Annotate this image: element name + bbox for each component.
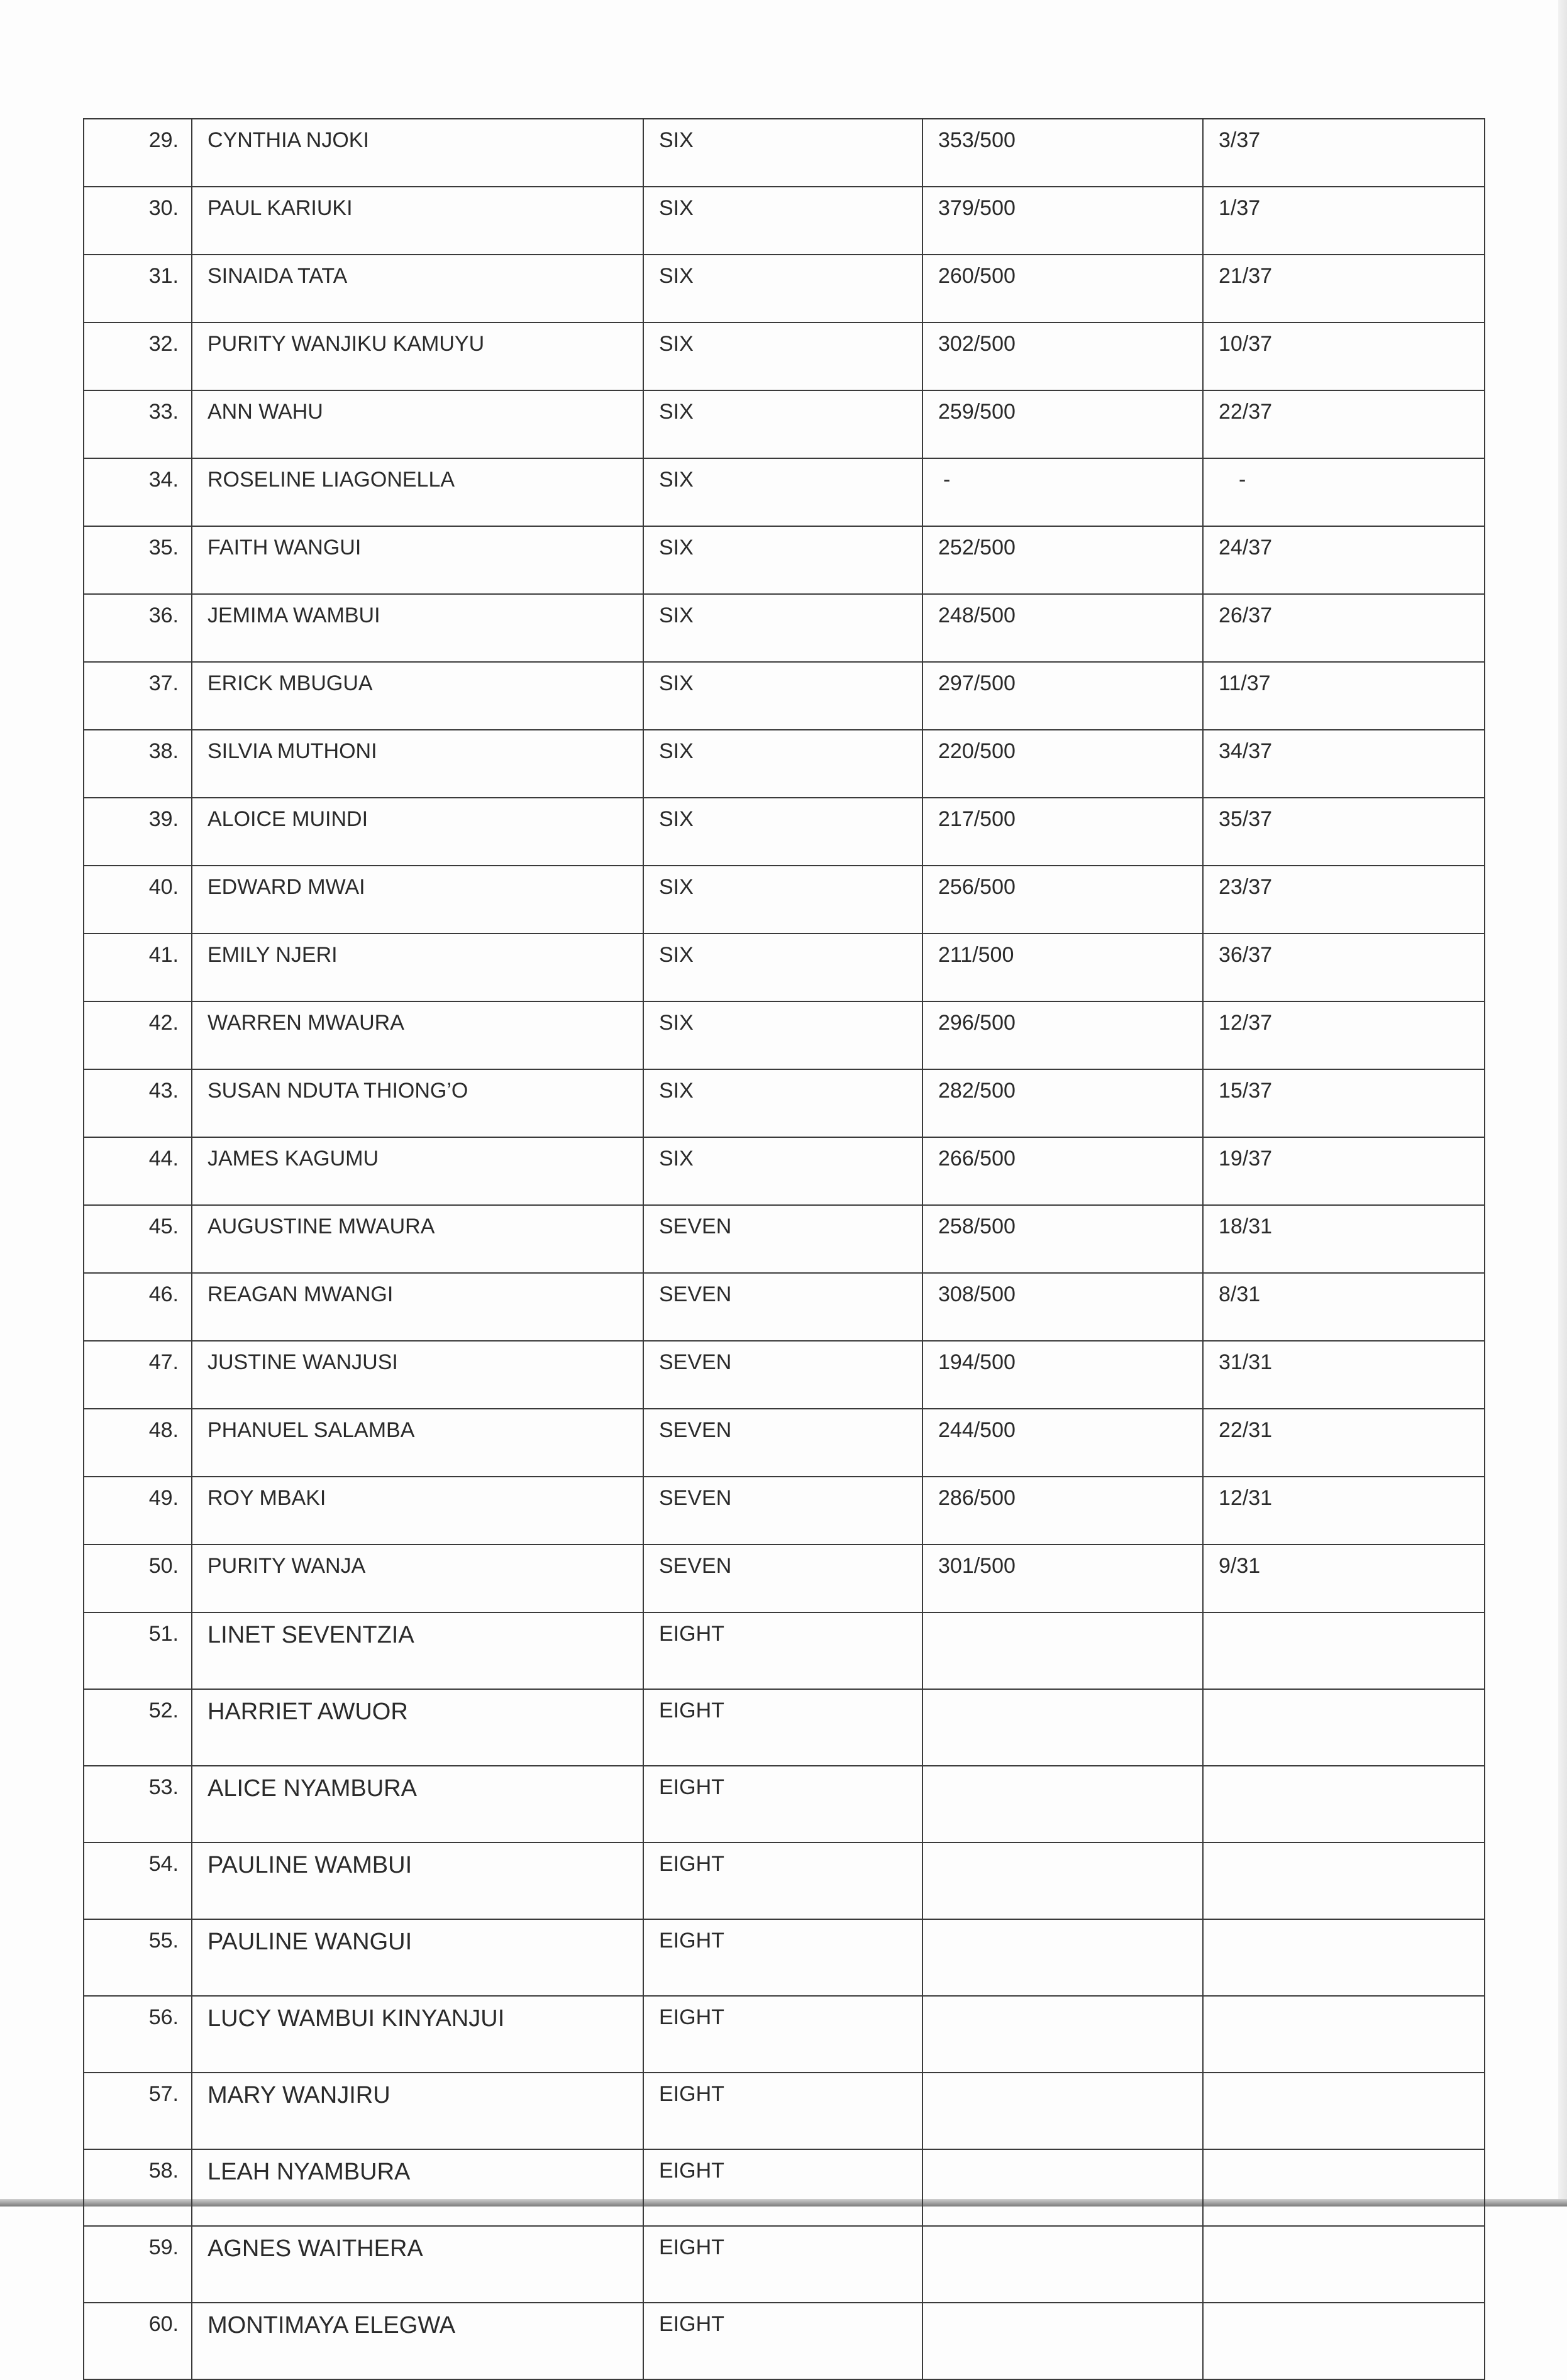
class-cell: SIX [643,662,922,730]
row-number: 32. [84,322,192,390]
position-cell [1203,2226,1485,2303]
student-name: ANN WAHU [192,390,643,458]
marks-cell: 248/500 [922,594,1203,662]
position-cell [1203,2149,1485,2226]
row-number: 52. [84,1689,192,1766]
table-row [84,1843,1485,1919]
row-number: 45. [84,1205,192,1273]
table-row [84,1273,1485,1341]
position-cell [1203,1996,1485,2073]
position-cell: 19/37 [1203,1137,1485,1205]
student-name: WARREN MWAURA [192,1001,643,1069]
table-row [84,594,1485,662]
student-name: SUSAN NDUTA THIONG’O [192,1069,643,1137]
class-cell: SEVEN [643,1205,922,1273]
class-cell: SIX [643,1069,922,1137]
class-cell: EIGHT [643,1612,922,1689]
student-name: CYNTHIA NJOKI [192,119,643,187]
class-cell: SIX [643,322,922,390]
row-number: 37. [84,662,192,730]
row-number: 39. [84,798,192,866]
class-cell: SIX [643,119,922,187]
marks-cell: 308/500 [922,1273,1203,1341]
marks-cell [922,1766,1203,1843]
results-table [83,118,1485,2380]
table-row [84,798,1485,866]
table-row [84,1612,1485,1689]
class-cell: SIX [643,594,922,662]
row-number: 47. [84,1341,192,1409]
student-name: MONTIMAYA ELEGWA [192,2303,643,2379]
student-name: FAITH WANGUI [192,526,643,594]
row-number: 31. [84,255,192,322]
position-cell [1203,1919,1485,1996]
marks-cell [922,2303,1203,2379]
student-name: LINET SEVENTZIA [192,1612,643,1689]
table-row [84,2073,1485,2149]
class-cell: SEVEN [643,1477,922,1545]
position-cell: 12/37 [1203,1001,1485,1069]
row-number: 46. [84,1273,192,1341]
position-cell: 8/31 [1203,1273,1485,1341]
marks-cell: 258/500 [922,1205,1203,1273]
table-row [84,1766,1485,1843]
table-row [84,1409,1485,1477]
student-name: JUSTINE WANJUSI [192,1341,643,1409]
student-name: LUCY WAMBUI KINYANJUI [192,1996,643,2073]
class-cell: SIX [643,798,922,866]
marks-cell [922,2073,1203,2149]
marks-cell: 194/500 [922,1341,1203,1409]
table-row [84,2303,1485,2379]
marks-cell: 260/500 [922,255,1203,322]
marks-cell: 259/500 [922,390,1203,458]
student-name: LEAH NYAMBURA [192,2149,643,2226]
table-row [84,187,1485,255]
table-row [84,1069,1485,1137]
marks-cell: 244/500 [922,1409,1203,1477]
position-cell: 18/31 [1203,1205,1485,1273]
marks-cell [922,1612,1203,1689]
row-number: 42. [84,1001,192,1069]
row-number: 38. [84,730,192,798]
position-cell: 9/31 [1203,1545,1485,1612]
marks-cell: 353/500 [922,119,1203,187]
class-cell: EIGHT [643,1843,922,1919]
row-number: 56. [84,1996,192,2073]
position-cell [1203,1766,1485,1843]
position-cell: 23/37 [1203,866,1485,934]
table-row [84,866,1485,934]
row-number: 54. [84,1843,192,1919]
marks-cell [922,2149,1203,2226]
student-name: HARRIET AWUOR [192,1689,643,1766]
position-cell: 3/37 [1203,119,1485,187]
student-name: PAUL KARIUKI [192,187,643,255]
class-cell: SEVEN [643,1273,922,1341]
row-number: 30. [84,187,192,255]
position-cell: 22/37 [1203,390,1485,458]
student-name: AGNES WAITHERA [192,2226,643,2303]
position-cell: 34/37 [1203,730,1485,798]
table-row [84,1001,1485,1069]
marks-cell: 379/500 [922,187,1203,255]
marks-cell: 282/500 [922,1069,1203,1137]
table-row [84,2149,1485,2226]
class-cell: SIX [643,1137,922,1205]
class-cell: SIX [643,1001,922,1069]
table-row [84,526,1485,594]
table-row [84,322,1485,390]
table-row [84,1919,1485,1996]
results-sheet [83,118,1484,2380]
table-row [84,730,1485,798]
position-cell: 36/37 [1203,934,1485,1001]
table-row [84,458,1485,526]
class-cell: SIX [643,187,922,255]
table-row [84,1689,1485,1766]
position-cell [1203,2303,1485,2379]
marks-cell: 256/500 [922,866,1203,934]
position-cell: - [1203,458,1485,526]
student-name: ALICE NYAMBURA [192,1766,643,1843]
student-name: PURITY WANJIKU KAMUYU [192,322,643,390]
row-number: 55. [84,1919,192,1996]
row-number: 57. [84,2073,192,2149]
marks-cell [922,1843,1203,1919]
marks-cell [922,2226,1203,2303]
class-cell: SIX [643,390,922,458]
row-number: 53. [84,1766,192,1843]
table-row [84,255,1485,322]
class-cell: SEVEN [643,1341,922,1409]
position-cell: 35/37 [1203,798,1485,866]
student-name: ROY MBAKI [192,1477,643,1545]
marks-cell: 266/500 [922,1137,1203,1205]
student-name: PAULINE WANGUI [192,1919,643,1996]
position-cell: 10/37 [1203,322,1485,390]
class-cell: EIGHT [643,2226,922,2303]
position-cell: 24/37 [1203,526,1485,594]
table-row [84,1137,1485,1205]
student-name: PURITY WANJA [192,1545,643,1612]
position-cell [1203,1689,1485,1766]
marks-cell: 296/500 [922,1001,1203,1069]
marks-cell: 301/500 [922,1545,1203,1612]
student-name: ROSELINE LIAGONELLA [192,458,643,526]
row-number: 58. [84,2149,192,2226]
class-cell: EIGHT [643,2303,922,2379]
position-cell [1203,1612,1485,1689]
row-number: 29. [84,119,192,187]
table-row [84,1545,1485,1612]
table-row [84,1477,1485,1545]
class-cell: SIX [643,866,922,934]
position-cell [1203,2073,1485,2149]
table-row [84,1996,1485,2073]
table-row [84,2226,1485,2303]
row-number: 51. [84,1612,192,1689]
position-cell [1203,1843,1485,1919]
class-cell: SIX [643,730,922,798]
student-name: ALOICE MUINDI [192,798,643,866]
row-number: 48. [84,1409,192,1477]
scan-edge-right [1558,0,1567,2206]
position-cell: 11/37 [1203,662,1485,730]
marks-cell: 252/500 [922,526,1203,594]
class-cell: SIX [643,526,922,594]
table-row [84,934,1485,1001]
class-cell: EIGHT [643,1689,922,1766]
class-cell: SIX [643,458,922,526]
student-name: PHANUEL SALAMBA [192,1409,643,1477]
student-name: EDWARD MWAI [192,866,643,934]
row-number: 41. [84,934,192,1001]
marks-cell [922,1919,1203,1996]
class-cell: EIGHT [643,1766,922,1843]
class-cell: EIGHT [643,1996,922,2073]
position-cell: 31/31 [1203,1341,1485,1409]
marks-cell: 220/500 [922,730,1203,798]
row-number: 36. [84,594,192,662]
marks-cell [922,1689,1203,1766]
class-cell: EIGHT [643,2073,922,2149]
results-table-body [84,119,1485,2379]
position-cell: 12/31 [1203,1477,1485,1545]
marks-cell [922,1996,1203,2073]
table-row [84,662,1485,730]
table-row [84,390,1485,458]
student-name: JAMES KAGUMU [192,1137,643,1205]
table-row [84,1341,1485,1409]
student-name: ERICK MBUGUA [192,662,643,730]
row-number: 59. [84,2226,192,2303]
marks-cell: - [922,458,1203,526]
marks-cell: 302/500 [922,322,1203,390]
student-name: JEMIMA WAMBUI [192,594,643,662]
class-cell: SIX [643,934,922,1001]
student-name: MARY WANJIRU [192,2073,643,2149]
position-cell: 22/31 [1203,1409,1485,1477]
student-name: SINAIDA TATA [192,255,643,322]
class-cell: EIGHT [643,1919,922,1996]
row-number: 50. [84,1545,192,1612]
marks-cell: 217/500 [922,798,1203,866]
row-number: 40. [84,866,192,934]
class-cell: SEVEN [643,1409,922,1477]
class-cell: SIX [643,255,922,322]
marks-cell: 211/500 [922,934,1203,1001]
student-name: PAULINE WAMBUI [192,1843,643,1919]
table-row [84,119,1485,187]
row-number: 33. [84,390,192,458]
class-cell: SEVEN [643,1545,922,1612]
student-name: SILVIA MUTHONI [192,730,643,798]
row-number: 44. [84,1137,192,1205]
position-cell: 26/37 [1203,594,1485,662]
row-number: 43. [84,1069,192,1137]
class-cell: EIGHT [643,2149,922,2226]
row-number: 34. [84,458,192,526]
student-name: AUGUSTINE MWAURA [192,1205,643,1273]
marks-cell: 297/500 [922,662,1203,730]
position-cell: 1/37 [1203,187,1485,255]
row-number: 60. [84,2303,192,2379]
student-name: REAGAN MWANGI [192,1273,643,1341]
position-cell: 21/37 [1203,255,1485,322]
row-number: 35. [84,526,192,594]
table-row [84,1205,1485,1273]
student-name: EMILY NJERI [192,934,643,1001]
marks-cell: 286/500 [922,1477,1203,1545]
row-number: 49. [84,1477,192,1545]
position-cell: 15/37 [1203,1069,1485,1137]
